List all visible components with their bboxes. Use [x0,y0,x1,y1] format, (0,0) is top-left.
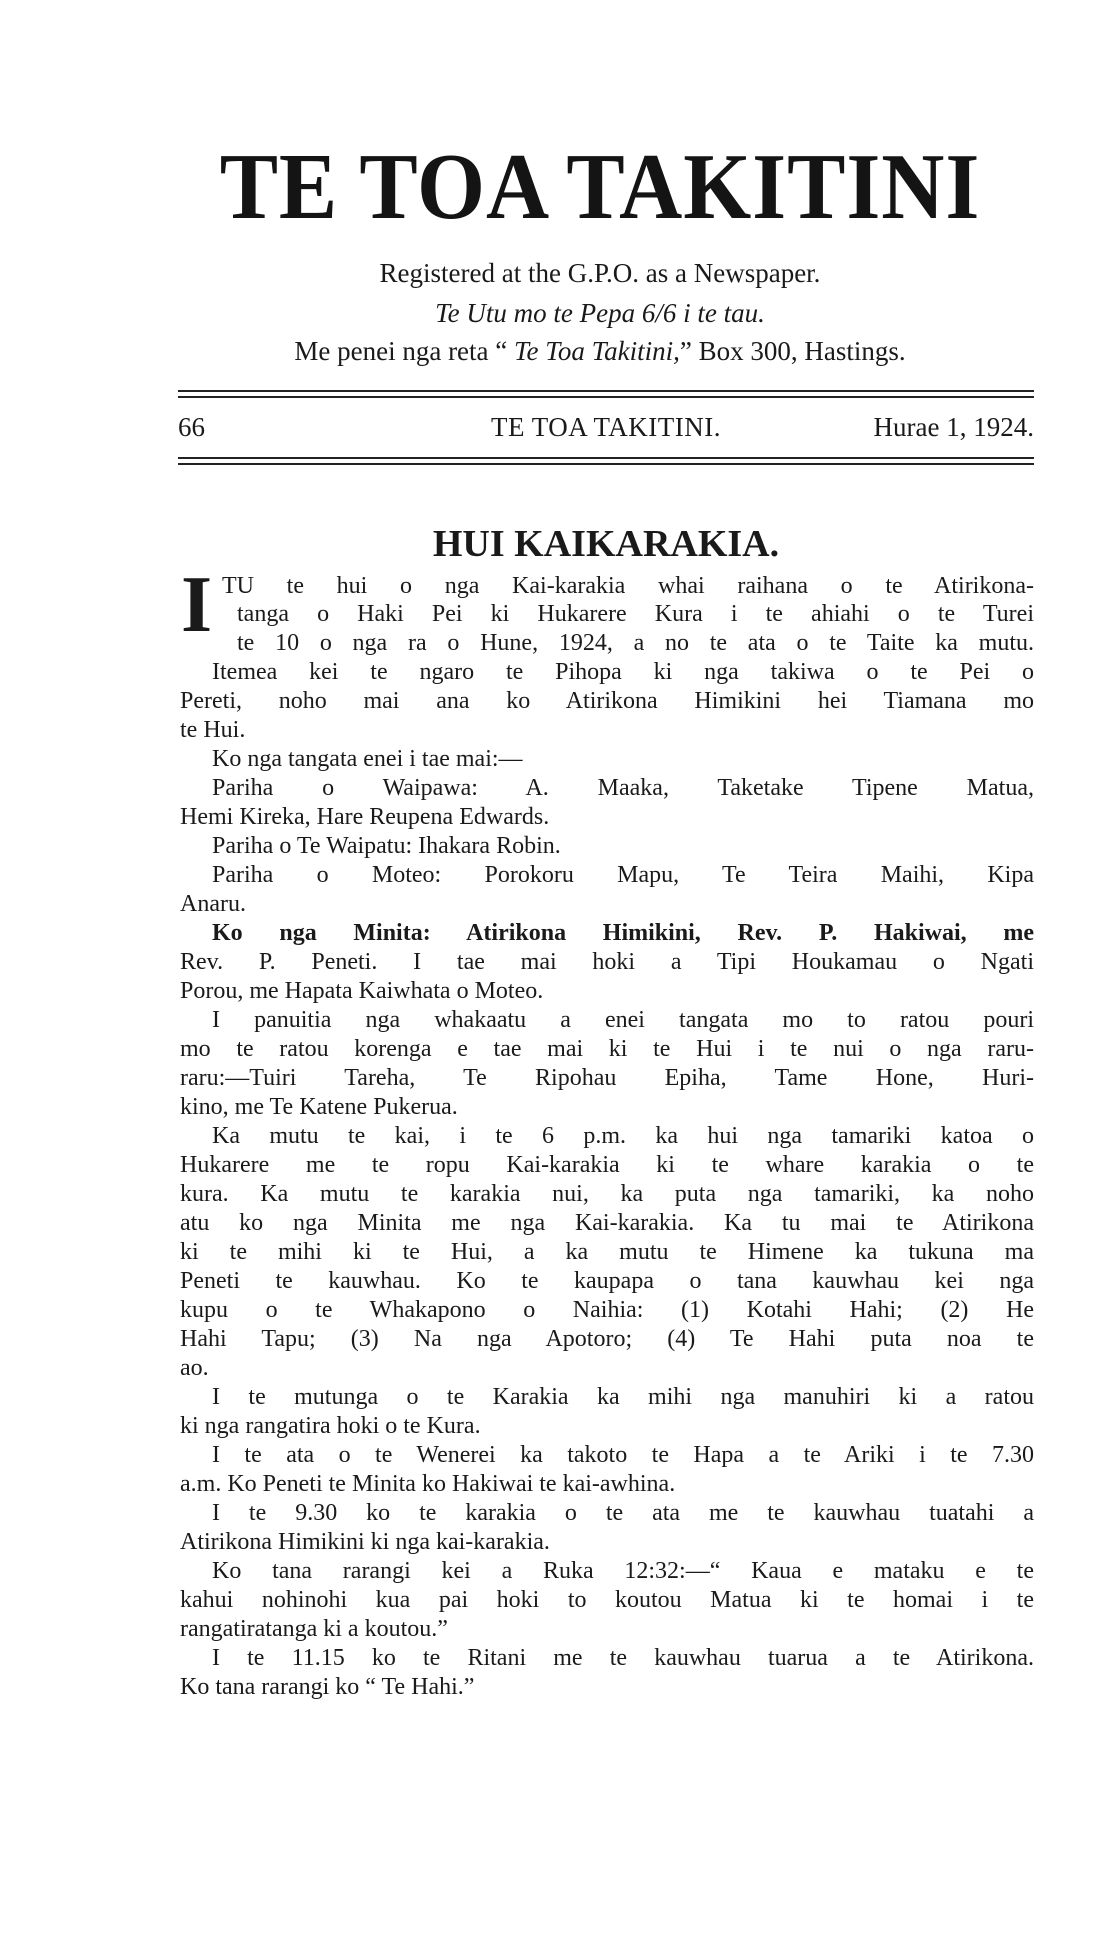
article-line: atu ko nga Minita me nga Kai-karakia. Ka tu mai te Atirikona [180,1210,1034,1236]
article-line: Ko tana rarangi ko “ Te Hahi.” [180,1674,475,1700]
article-line: Atirikona Himikini ki nga kai-karakia. [180,1529,550,1555]
article-line: ao. [180,1355,209,1381]
article-line: Pariha o Moteo: Porokoru Mapu, Te Teira Maihi, Kipa [212,862,1034,888]
article-line: Ko tana rarangi kei a Ruka 12:32:—“ Kaua e mataku e te [212,1558,1034,1584]
article-line: te 10 o nga ra o Hune, 1924, a no te ata o te Taite ka mutu. [237,630,1034,656]
article-line: Hukarere me te ropu Kai-karakia ki te whare karakia o te [180,1152,1034,1178]
article-line: TU te hui o nga Kai-karakia whai raihana o te Atirikona- [222,573,1034,599]
article-line: Rev. P. Peneti. I tae mai hoki a Tipi Houkamau o Ngati [180,949,1034,975]
article-line: I te 9.30 ko te karakia o te ata me te kauwhau tuatahi a [212,1500,1034,1526]
header-rule [178,396,1034,398]
article-line: Peneti te kauwhau. Ko te kaupapa o tana kauwhau kei nga [180,1268,1034,1294]
article-line: Anaru. [180,891,246,917]
article-line: rangatiratanga ki a koutou.” [180,1616,448,1642]
address-paper-name: Te Toa Takitini, [514,336,680,366]
header-rule [178,457,1034,459]
article-line: te Hui. [180,717,246,743]
article-line: Ka mutu te kai, i te 6 p.m. ka hui nga tamariki katoa o [212,1123,1034,1149]
registration-notice: Registered at the G.P.O. as a Newspaper. [379,258,821,288]
address-suffix: ” Box 300, Hastings. [679,336,906,366]
article-line: kahui nohinohi kua pai hoki to koutou Matua ki te homai i te [180,1587,1034,1613]
running-head-title: TE TOA TAKITINI. [490,412,722,442]
article-line: raru:—Tuiri Tareha, Te Ripohau Epiha, Tame Hone, Huri- [180,1065,1034,1091]
article-line: kupu o te Whakapono o Naihia: (1) Kotahi Hahi; (2) He [180,1297,1034,1323]
article-line: Itemea kei te ngaro te Pihopa ki nga takiwa o te Pei o [212,659,1034,685]
article-line: Porou, me Hapata Kaiwhata o Moteo. [180,978,544,1004]
article-line: Pariha o Waipawa: A. Maaka, Taketake Tipene Matua, [212,775,1034,801]
article-line: mo te ratou korenga e tae mai ki te Hui i te nui o nga raru- [180,1036,1034,1062]
article-line: Pariha o Te Waipatu: Ihakara Robin. [212,833,561,859]
article-line: ki te mihi ki te Hui, a ka mutu te Himene ka tukuna ma [180,1239,1034,1265]
article-line: Pereti, noho mai ana ko Atirikona Himikini hei Tiamana mo [180,688,1034,714]
running-head [178,410,1034,444]
article-line: a.m. Ko Peneti te Minita ko Hakiwai te kai-awhina. [180,1471,676,1497]
article-line: Ko nga Minita: Atirikona Himikini, Rev. P. Hakiwai, me [212,920,1034,946]
header-rule [178,390,1034,392]
masthead-title: TE TOA TAKITINI [219,135,981,239]
article-line: I panuitia nga whakaatu a enei tangata mo to ratou pouri [212,1007,1034,1033]
article-title: HUI KAIKARAKIA. [432,523,780,565]
article-line: ki nga rangatira hoki o te Kura. [180,1413,481,1439]
header-rule [178,463,1034,465]
article-line: Hemi Kireka, Hare Reupena Edwards. [180,804,550,830]
article-line: I te 11.15 ko te Ritani me te kauwhau tuarua a te Atirikona. [212,1645,1034,1671]
article-line: Ko nga tangata enei i tae mai:— [212,746,523,772]
address-notice [170,336,1030,366]
issue-date: Hurae 1, 1924. [873,412,1034,442]
article-line: I te mutunga o te Karakia ka mihi nga manuhiri ki a ratou [212,1384,1034,1410]
subscription-notice: Te Utu mo te Pepa 6/6 i te tau. [435,298,765,328]
article-line: kura. Ka mutu te karakia nui, ka puta nga tamariki, ka noho [180,1181,1034,1207]
article-line: Hahi Tapu; (3) Na nga Apotoro; (4) Te Hahi puta noa te [180,1326,1034,1352]
drop-cap: I [181,561,213,649]
address-prefix: Me penei nga reta “ [294,336,515,366]
article-line: tanga o Haki Pei ki Hukarere Kura i te ahiahi o te Turei [237,601,1034,627]
page-number: 66 [178,412,205,442]
article-line: I te ata o te Wenerei ka takoto te Hapa a te Ariki i te 7.30 [212,1442,1034,1468]
article-line: kino, me Te Katene Pukerua. [180,1094,458,1120]
